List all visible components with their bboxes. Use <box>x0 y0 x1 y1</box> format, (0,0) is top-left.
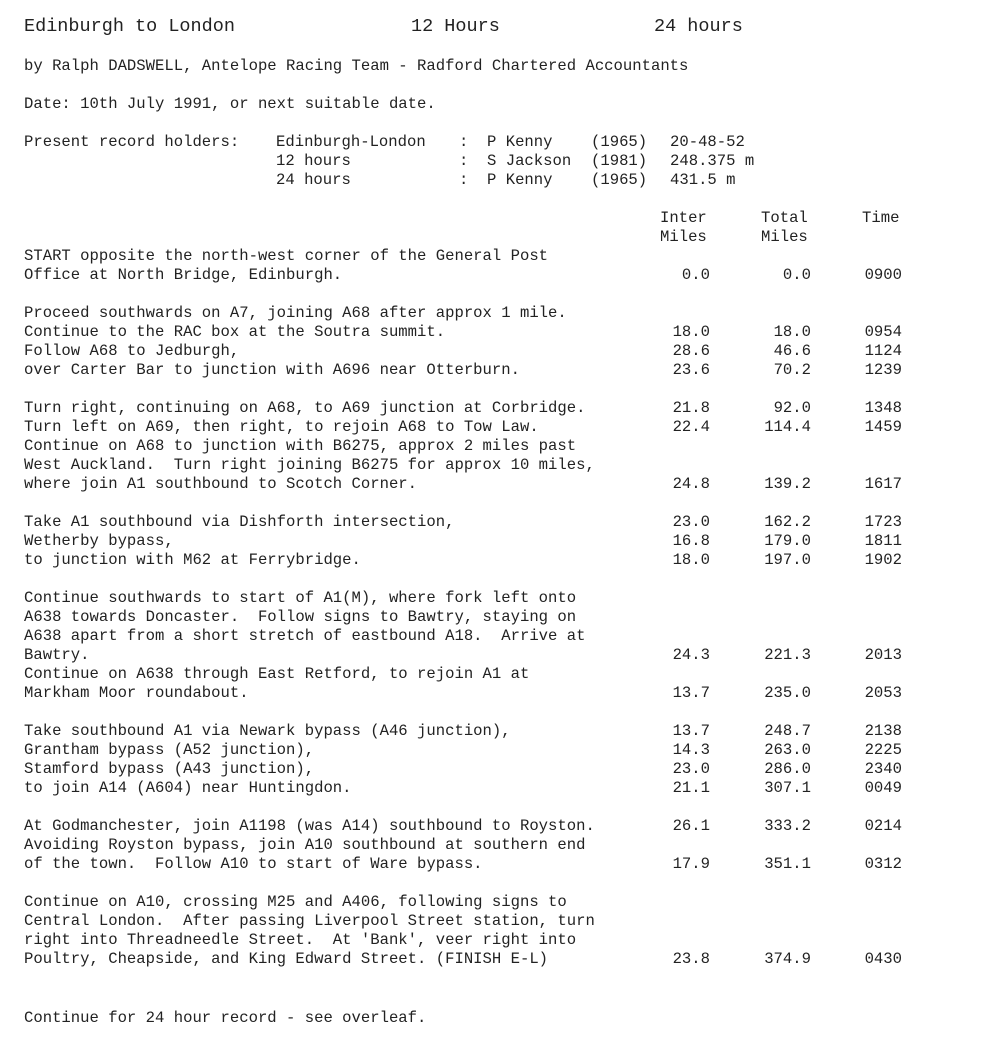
time: 1348 <box>864 399 902 417</box>
route-text: right into Threadneedle Street. At 'Bank', veer right into <box>24 931 577 949</box>
inter-miles: 24.3 <box>672 646 710 664</box>
inter-miles: 21.1 <box>672 779 710 797</box>
time: 1459 <box>864 418 902 436</box>
total-miles: 0.0 <box>782 266 811 284</box>
col-time-header: Time <box>862 209 900 227</box>
records-label: Present record holders: <box>24 133 240 151</box>
total-miles: 139.2 <box>764 475 811 493</box>
route-text: Continue southwards to start of A1(M), where fork left onto <box>24 589 577 607</box>
time: 0049 <box>864 779 902 797</box>
route-text: over Carter Bar to junction with A696 near Otterburn. <box>24 361 520 379</box>
record-holder: S Jackson <box>487 152 572 170</box>
record-year: (1965) <box>591 133 648 151</box>
route-text: where join A1 southbound to Scotch Corner. <box>24 475 418 493</box>
col-inter-header-1: Inter <box>660 209 707 227</box>
route-text: Stamford bypass (A43 junction), <box>24 760 315 778</box>
time: 1239 <box>864 361 902 379</box>
record-event: Edinburgh-London <box>276 133 426 151</box>
inter-miles: 13.7 <box>672 684 710 702</box>
route-text: A638 towards Doncaster. Follow signs to Bawtry, staying on <box>24 608 577 626</box>
total-miles: 333.2 <box>764 817 811 835</box>
route-text: of the town. Follow A10 to start of Ware bypass. <box>24 855 483 873</box>
time: 0900 <box>864 266 902 284</box>
inter-miles: 26.1 <box>672 817 710 835</box>
inter-miles: 28.6 <box>672 342 710 360</box>
total-miles: 179.0 <box>764 532 811 550</box>
record-holder: P Kenny <box>487 171 553 189</box>
record-separator: : <box>459 152 469 170</box>
record-year: (1981) <box>591 152 648 170</box>
time: 1617 <box>864 475 902 493</box>
record-separator: : <box>459 171 469 189</box>
route-text: Continue on A68 to junction with B6275, approx 2 miles past <box>24 437 577 455</box>
time: 2013 <box>864 646 902 664</box>
inter-miles: 24.8 <box>672 475 710 493</box>
record-value: 431.5 m <box>670 171 736 189</box>
route-text: A638 apart from a short stretch of eastbound A18. Arrive at <box>24 627 586 645</box>
inter-miles: 0.0 <box>681 266 710 284</box>
time: 0214 <box>864 817 902 835</box>
inter-miles: 23.0 <box>672 760 710 778</box>
total-miles: 92.0 <box>773 399 811 417</box>
record-value: 248.375 m <box>670 152 755 170</box>
record-year: (1965) <box>591 171 648 189</box>
col-total-header-2: Miles <box>761 228 808 246</box>
total-miles: 162.2 <box>764 513 811 531</box>
route-text: Grantham bypass (A52 junction), <box>24 741 315 759</box>
col-inter-header-2: Miles <box>660 228 707 246</box>
time: 0312 <box>864 855 902 873</box>
inter-miles: 13.7 <box>672 722 710 740</box>
col-total-header-1: Total <box>761 209 808 227</box>
route-text: Take A1 southbound via Dishforth intersection, <box>24 513 455 531</box>
total-miles: 221.3 <box>764 646 811 664</box>
time: 2138 <box>864 722 902 740</box>
time: 2053 <box>864 684 902 702</box>
inter-miles: 23.6 <box>672 361 710 379</box>
inter-miles: 21.8 <box>672 399 710 417</box>
time: 0430 <box>864 950 902 968</box>
route-text: Continue on A638 through East Retford, to rejoin A1 at <box>24 665 530 683</box>
route-text: Proceed southwards on A7, joining A68 after approx 1 mile. <box>24 304 567 322</box>
footer-note: Continue for 24 hour record - see overleaf. <box>24 1009 427 1027</box>
route-text: START opposite the north-west corner of the General Post <box>24 247 549 265</box>
route-text: Poultry, Cheapside, and King Edward Street. (FINISH E-L) <box>24 950 549 968</box>
route-text: Turn right, continuing on A68, to A69 junction at Corbridge. <box>24 399 586 417</box>
route-text: Take southbound A1 via Newark bypass (A46 junction), <box>24 722 511 740</box>
route-text: Office at North Bridge, Edinburgh. <box>24 266 343 284</box>
total-miles: 351.1 <box>764 855 811 873</box>
route-text: to junction with M62 at Ferrybridge. <box>24 551 361 569</box>
route-text: Continue on A10, crossing M25 and A406, following signs to <box>24 893 567 911</box>
route-text: Follow A68 to Jedburgh, <box>24 342 240 360</box>
time: 1723 <box>864 513 902 531</box>
byline: by Ralph DADSWELL, Antelope Racing Team - Radford Chartered Accountants <box>24 57 689 75</box>
route-text: to join A14 (A604) near Huntingdon. <box>24 779 352 797</box>
header-12-hours: 12 Hours <box>411 16 500 37</box>
inter-miles: 18.0 <box>672 323 710 341</box>
inter-miles: 16.8 <box>672 532 710 550</box>
record-event: 24 hours <box>276 171 351 189</box>
total-miles: 235.0 <box>764 684 811 702</box>
inter-miles: 17.9 <box>672 855 710 873</box>
time: 1902 <box>864 551 902 569</box>
route-text: Central London. After passing Liverpool Street station, turn <box>24 912 595 930</box>
record-event: 12 hours <box>276 152 351 170</box>
inter-miles: 18.0 <box>672 551 710 569</box>
total-miles: 70.2 <box>773 361 811 379</box>
record-separator: : <box>459 133 469 151</box>
route-text: Continue to the RAC box at the Soutra summit. <box>24 323 446 341</box>
total-miles: 374.9 <box>764 950 811 968</box>
route-text: Markham Moor roundabout. <box>24 684 249 702</box>
total-miles: 46.6 <box>773 342 811 360</box>
time: 0954 <box>864 323 902 341</box>
record-value: 20-48-52 <box>670 133 745 151</box>
route-text: Turn left on A69, then right, to rejoin A68 to Tow Law. <box>24 418 539 436</box>
time: 2340 <box>864 760 902 778</box>
total-miles: 197.0 <box>764 551 811 569</box>
time: 1811 <box>864 532 902 550</box>
date-line: Date: 10th July 1991, or next suitable date. <box>24 95 436 113</box>
record-holder: P Kenny <box>487 133 553 151</box>
total-miles: 248.7 <box>764 722 811 740</box>
route-text: Avoiding Royston bypass, join A10 southbound at southern end <box>24 836 586 854</box>
total-miles: 18.0 <box>773 323 811 341</box>
route-text: West Auckland. Turn right joining B6275 for approx 10 miles, <box>24 456 595 474</box>
total-miles: 307.1 <box>764 779 811 797</box>
route-text: Bawtry. <box>24 646 90 664</box>
inter-miles: 23.8 <box>672 950 710 968</box>
inter-miles: 14.3 <box>672 741 710 759</box>
time: 2225 <box>864 741 902 759</box>
header-24-hours: 24 hours <box>654 16 743 37</box>
total-miles: 114.4 <box>764 418 811 436</box>
header-route: Edinburgh to London <box>24 16 235 37</box>
inter-miles: 22.4 <box>672 418 710 436</box>
time: 1124 <box>864 342 902 360</box>
total-miles: 286.0 <box>764 760 811 778</box>
total-miles: 263.0 <box>764 741 811 759</box>
route-text: Wetherby bypass, <box>24 532 174 550</box>
route-text: At Godmanchester, join A1198 (was A14) southbound to Royston. <box>24 817 595 835</box>
inter-miles: 23.0 <box>672 513 710 531</box>
